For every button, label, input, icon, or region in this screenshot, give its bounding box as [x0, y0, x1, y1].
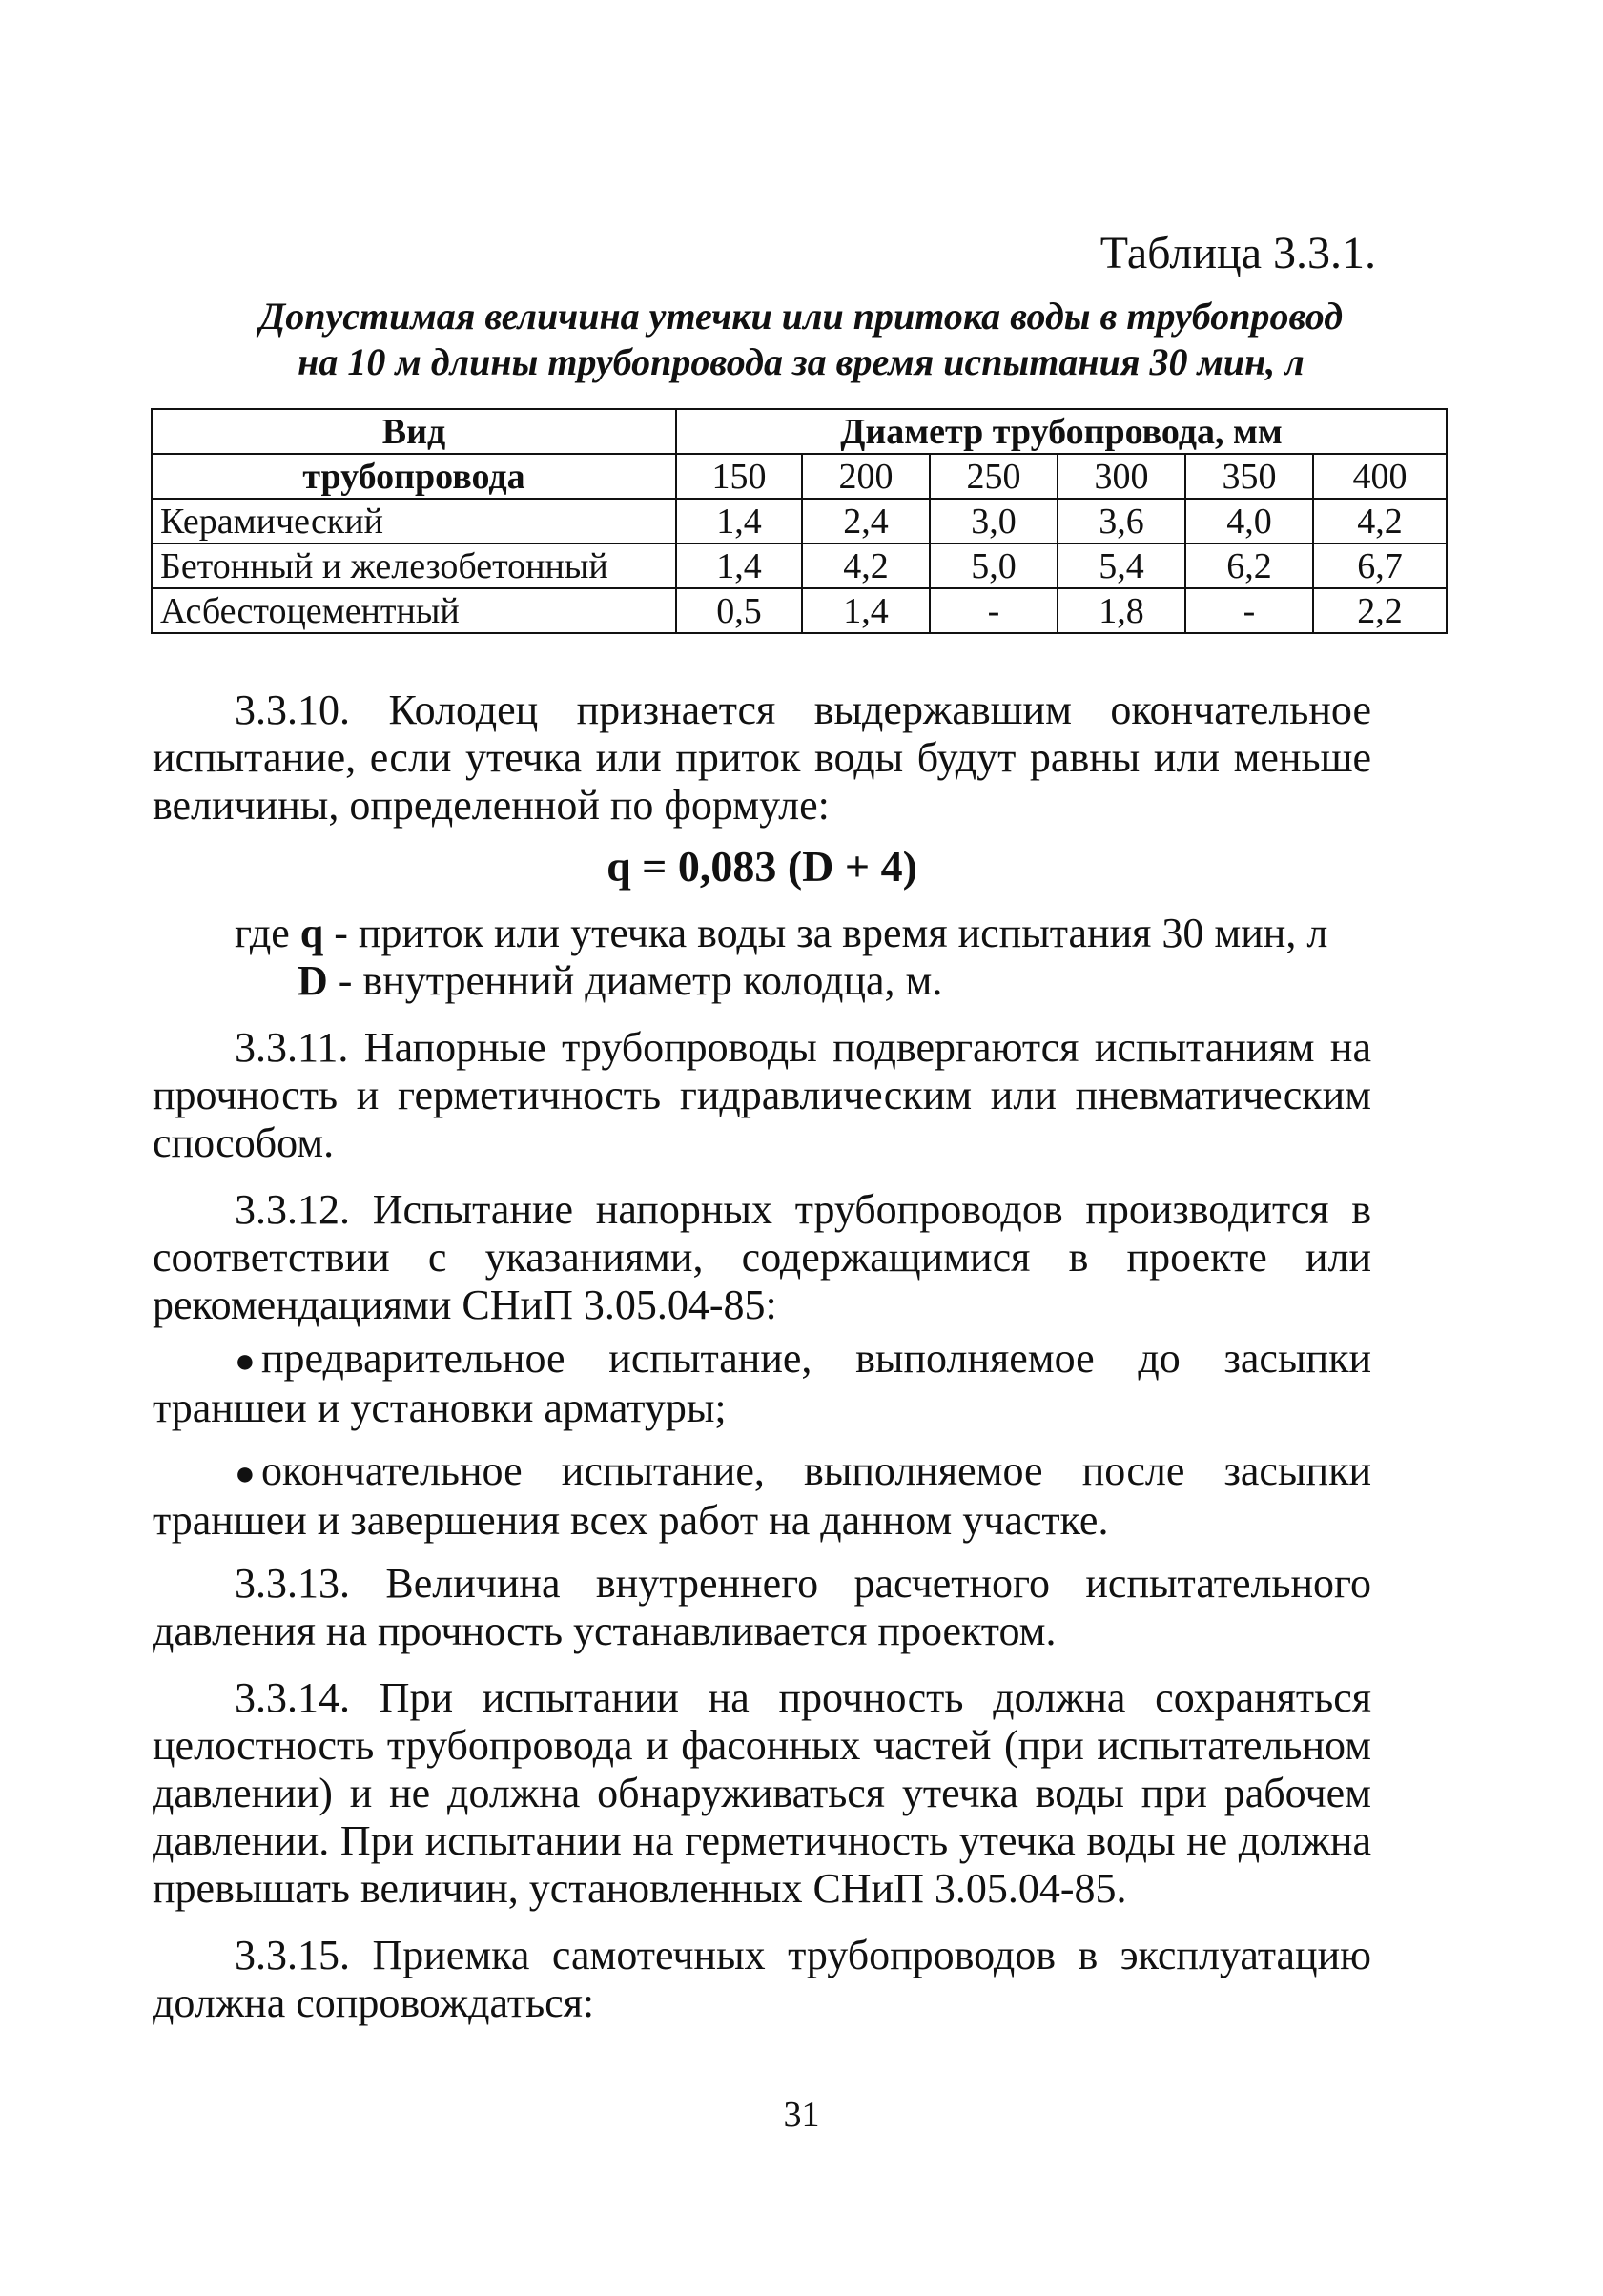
header-diameter-value: 250 [930, 454, 1058, 499]
header-diameter-value: 150 [676, 454, 802, 499]
symbol-d: D [298, 957, 328, 1004]
list-item [153, 1447, 1371, 1545]
formula-legend-d [153, 957, 1371, 1005]
page-number: 31 [783, 2095, 820, 2135]
formula-legend-q [153, 910, 1371, 957]
table-header-row [152, 409, 1447, 454]
bullet-dot-icon: ● [235, 1342, 256, 1380]
table-row [152, 499, 1447, 543]
row-pipe-type: Асбестоцементный [152, 588, 676, 633]
bullet-dot-icon: ● [235, 1454, 256, 1492]
formula: q = 0,083 (D + 4) [606, 842, 917, 891]
paragraph-3-3-12: 3.3.12. Испытание напорных трубопроводов производится в соответствии с указаниями, содержащимися в проекте или рекомендациями СНиП 3.05.04-85: [153, 1186, 1371, 1328]
where-prefix: где [235, 910, 300, 956]
header-diameter-value: 300 [1058, 454, 1185, 499]
table-cell: 1,4 [676, 499, 802, 543]
row-pipe-type: Бетонный и железобетонный [152, 543, 676, 588]
table-cell: 6,2 [1185, 543, 1313, 588]
table-cell: 4,2 [802, 543, 930, 588]
table-cell: 5,4 [1058, 543, 1185, 588]
header-diameter: Диаметр трубопровода, мм [676, 409, 1447, 454]
paragraph-3-3-13: 3.3.13. Величина внутреннего расчетного испытательного давления на прочность устанавливается проектом. [153, 1560, 1371, 1654]
paragraph-3-3-11: 3.3.11. Напорные трубопроводы подвергаются испытаниям на прочность и герметичность гидравлическим или пневматическим способом. [153, 1024, 1371, 1166]
table-cell: 2,4 [802, 499, 930, 543]
leakage-table [151, 408, 1448, 634]
list-item-text: предварительное испытание, выполняемое до засыпки траншеи и установки арматуры; [153, 1335, 1371, 1431]
table-cell: 3,0 [930, 499, 1058, 543]
table-row [152, 543, 1447, 588]
table-cell: 1,4 [802, 588, 930, 633]
paragraph-3-3-15: 3.3.15. Приемка самотечных трубопроводов в эксплуатацию должна сопровождаться: [153, 1932, 1371, 2026]
table-cell: - [930, 588, 1058, 633]
table-cell: - [1185, 588, 1313, 633]
symbol-q: q [299, 910, 324, 956]
table-cell: 1,4 [676, 543, 802, 588]
list-item [153, 1335, 1371, 1432]
table-number: Таблица 3.3.1. [1099, 228, 1376, 278]
table-cell: 4,0 [1185, 499, 1313, 543]
row-pipe-type: Керамический [152, 499, 676, 543]
table-cell: 6,7 [1313, 543, 1447, 588]
table-cell: 4,2 [1313, 499, 1447, 543]
table-cell: 0,5 [676, 588, 802, 633]
table-cell: 1,8 [1058, 588, 1185, 633]
table-caption-line-1: Допустимая величина утечки или притока воды в трубопровод [258, 295, 1344, 338]
table-header-row [152, 454, 1447, 499]
header-diameter-value: 350 [1185, 454, 1313, 499]
paragraph-3-3-10: 3.3.10. Колодец признается выдержавшим окончательное испытание, если утечка или приток воды будут равны или меньше величины, определенной по формуле: [153, 687, 1371, 829]
table-caption [153, 294, 1449, 385]
table-caption-line-2: на 10 м длины трубопровода за время испытания 30 мин, л [298, 340, 1305, 383]
table-row [152, 588, 1447, 633]
body-text [153, 687, 1371, 2046]
table-cell: 5,0 [930, 543, 1058, 588]
header-pipe-type-line-1: Вид [152, 409, 676, 454]
header-diameter-value: 200 [802, 454, 930, 499]
legend-d-text: - внутренний диаметр колодца, м. [327, 957, 943, 1004]
table-cell: 3,6 [1058, 499, 1185, 543]
header-pipe-type-line-2: трубопровода [152, 454, 676, 499]
header-diameter-value: 400 [1313, 454, 1447, 499]
list-item-text: окончательное испытание, выполняемое после засыпки траншеи и завершения всех работ на данном участке. [153, 1447, 1371, 1544]
paragraph-3-3-14: 3.3.14. При испытании на прочность должна сохраняться целостность трубопровода и фасонных частей (при испытательном давлении) и не должна обнаруживаться утечка воды при рабочем давлении. При испытании на герметичность утечка воды не должна превышать величин, установленных СНиП 3.05.04-85. [153, 1674, 1371, 1912]
table-cell: 2,2 [1313, 588, 1447, 633]
legend-q-text: - приток или утечка воды за время испытания 30 мин, л [323, 910, 1328, 956]
